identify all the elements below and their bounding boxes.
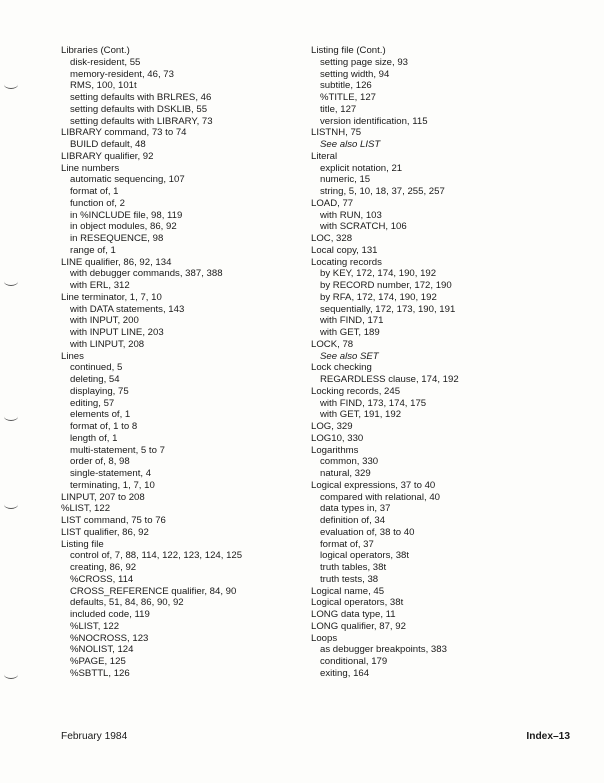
binder-hole-mark: [4, 80, 18, 89]
index-subentry: memory-resident, 46, 73: [70, 68, 174, 80]
index-subentry: editing, 57: [70, 397, 115, 409]
index-subentry: creating, 86, 92: [70, 562, 137, 573]
binder-hole-mark: [4, 500, 18, 509]
index-subentry: displaying, 75: [70, 385, 129, 397]
index-subentry: CROSS_REFERENCE qualifier, 84, 90: [70, 585, 237, 597]
index-entry: Logarithms: [311, 444, 359, 456]
index-subentry: %NOCROSS, 123: [70, 632, 149, 644]
index-subentry: logical operators, 38t: [320, 550, 410, 562]
index-entry: Logical name, 45: [311, 585, 385, 597]
index-subentry: numeric, 15: [320, 174, 371, 186]
index-entry: LONG qualifier, 87, 92: [311, 620, 406, 632]
index-subentry: %TITLE, 127: [320, 92, 376, 103]
index-subentry: by RFA, 172, 174, 190, 192: [320, 291, 437, 303]
index-subentry: included code, 119: [70, 609, 150, 620]
index-subentry: terminating, 1, 7, 10: [70, 479, 155, 491]
index-subentry: exiting, 164: [320, 667, 370, 679]
index-subentry: with LINPUT, 208: [70, 338, 145, 350]
index-subentry: deleting, 54: [70, 374, 120, 385]
index-entry: LIBRARY command, 73 to 74: [61, 127, 187, 139]
index-subentry: %CROSS, 114: [70, 573, 134, 585]
index-entry: LONG data type, 11: [311, 609, 396, 620]
index-subentry: with INPUT LINE, 203: [70, 327, 164, 338]
index-subentry: evaluation of, 38 to 40: [320, 526, 415, 538]
index-subentry: control of, 7, 88, 114, 122, 123, 124, 125: [70, 550, 243, 562]
index-subentry: with ERL, 312: [70, 280, 130, 291]
index-subentry: defaults, 51, 84, 86, 90, 92: [70, 597, 184, 609]
index-subentry: version identification, 115: [320, 115, 428, 127]
binder-hole-mark: [4, 277, 18, 286]
index-subentry: multi-statement, 5 to 7: [70, 444, 165, 456]
index-subentry: with SCRATCH, 106: [320, 221, 407, 233]
index-entry: Loops: [311, 632, 338, 644]
index-subentry: %PAGE, 125: [70, 656, 126, 667]
index-subentry: order of, 8, 98: [70, 456, 130, 468]
index-subentry: BUILD default, 48: [70, 139, 146, 150]
index-entry: Locating records: [311, 256, 382, 268]
index-subentry: %SBTTL, 126: [70, 667, 130, 679]
index-subentry: definition of, 34: [320, 515, 386, 526]
index-subentry: with INPUT, 200: [70, 315, 139, 327]
index-subentry: with DATA statements, 143: [70, 303, 185, 315]
binder-hole-mark: [4, 412, 18, 421]
index-entry: Listing file: [61, 538, 104, 550]
index-subentry: by RECORD number, 172, 190: [320, 280, 452, 291]
index-subentry: in RESEQUENCE, 98: [70, 233, 164, 244]
index-subentry: setting defaults with BRLRES, 46: [70, 92, 212, 103]
index-entry: LOG, 329: [311, 421, 353, 432]
index-subentry: setting width, 94: [320, 68, 390, 80]
index-subentry: in %INCLUDE file, 98, 119: [70, 209, 183, 221]
index-subentry: data types in, 37: [320, 503, 391, 515]
index-subentry: REGARDLESS clause, 174, 192: [320, 374, 459, 385]
index-subentry: function of, 2: [70, 197, 125, 209]
index-subentry: continued, 5: [70, 362, 123, 374]
index-subentry: as debugger breakpoints, 383: [320, 644, 447, 656]
index-subentry: title, 127: [320, 103, 357, 115]
index-entry: Lock checking: [311, 362, 372, 374]
index-subentry: disk-resident, 55: [70, 56, 141, 68]
index-entry: LISTNH, 75: [311, 127, 362, 139]
index-entry: Line numbers: [61, 162, 120, 174]
index-subentry: conditional, 179: [320, 656, 388, 667]
index-subentry: See also SET: [320, 350, 379, 362]
index-entry: Local copy, 131: [311, 244, 378, 256]
index-subentry: truth tables, 38t: [320, 562, 387, 573]
index-subentry: subtitle, 126: [320, 80, 372, 92]
index-column-left: [61, 45, 301, 680]
index-subentry: explicit notation, 21: [320, 162, 403, 174]
index-subentry: with GET, 189: [320, 327, 380, 338]
index-subentry: sequentially, 172, 173, 190, 191: [320, 303, 456, 315]
index-column-right: [311, 45, 581, 680]
index-subentry: with FIND, 173, 174, 175: [320, 397, 427, 409]
index-entry: LIBRARY qualifier, 92: [61, 150, 154, 162]
index-subentry: RMS, 100, 101t: [70, 80, 137, 92]
index-entry: Listing file (Cont.): [311, 45, 386, 56]
index-subentry: automatic sequencing, 107: [70, 174, 185, 186]
index-subentry: format of, 1: [70, 186, 119, 197]
index-subentry: range of, 1: [70, 244, 116, 256]
index-entry: LIST qualifier, 86, 92: [61, 526, 149, 538]
index-entry: LINPUT, 207 to 208: [61, 491, 145, 503]
index-entry: Locking records, 245: [311, 385, 401, 397]
footer-page-number: Index–13: [526, 731, 570, 742]
index-entry: LOG10, 330: [311, 432, 364, 444]
index-subentry: setting page size, 93: [320, 56, 409, 68]
index-subentry: See also LIST: [320, 139, 381, 150]
index-entry: %LIST, 122: [61, 503, 111, 515]
index-entry: LOC, 328: [311, 233, 353, 244]
index-subentry: format of, 1 to 8: [70, 421, 138, 432]
index-subentry: string, 5, 10, 18, 37, 255, 257: [320, 186, 445, 197]
index-entry: LOAD, 77: [311, 197, 354, 209]
index-subentry: in object modules, 86, 92: [70, 221, 177, 233]
index-subentry: with FIND, 171: [320, 315, 384, 327]
index-subentry: elements of, 1: [70, 409, 131, 421]
index-subentry: single-statement, 4: [70, 468, 152, 479]
index-entry: Lines: [61, 350, 84, 362]
index-subentry: with GET, 191, 192: [320, 409, 402, 421]
index-entry: LIST command, 75 to 76: [61, 515, 166, 526]
index-subentry: %NOLIST, 124: [70, 644, 134, 656]
index-entry: Literal: [311, 150, 338, 162]
index-subentry: natural, 329: [320, 468, 371, 479]
index-entry: LOCK, 78: [311, 338, 354, 350]
index-subentry: with RUN, 103: [320, 209, 382, 221]
index-subentry: setting defaults with LIBRARY, 73: [70, 115, 213, 127]
index-subentry: length of, 1: [70, 432, 118, 444]
index-entry: Logical operators, 38t: [311, 597, 404, 609]
index-subentry: with debugger commands, 387, 388: [70, 268, 223, 280]
index-subentry: format of, 37: [320, 538, 374, 550]
footer-date: February 1984: [61, 731, 128, 742]
index-subentry: by KEY, 172, 174, 190, 192: [320, 268, 437, 280]
index-subentry: common, 330: [320, 456, 379, 468]
index-entry: Logical expressions, 37 to 40: [311, 479, 436, 491]
index-entry: Line terminator, 1, 7, 10: [61, 291, 162, 303]
binder-hole-mark: [4, 670, 18, 679]
index-entry: Libraries (Cont.): [61, 45, 130, 56]
index-subentry: setting defaults with DSKLIB, 55: [70, 103, 208, 115]
index-subentry: %LIST, 122: [70, 620, 120, 632]
index-entry: LINE qualifier, 86, 92, 134: [61, 256, 172, 268]
index-subentry: compared with relational, 40: [320, 491, 440, 503]
index-subentry: truth tests, 38: [320, 573, 379, 585]
